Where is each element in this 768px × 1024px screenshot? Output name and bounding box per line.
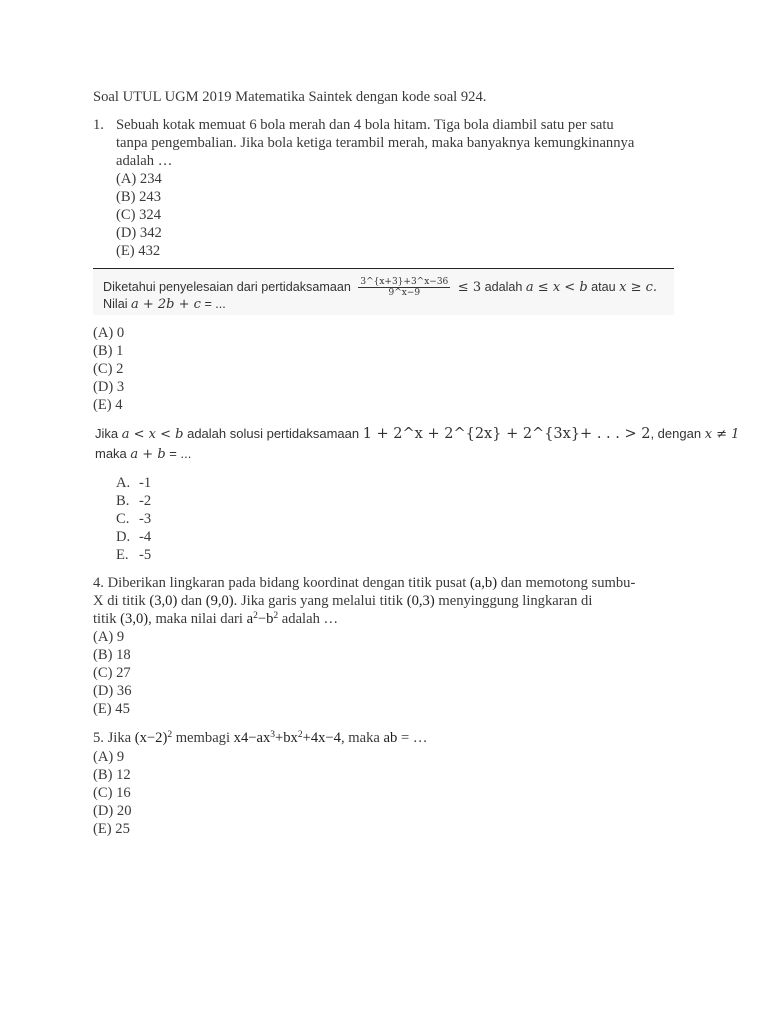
math-inline: a: [246, 611, 254, 627]
math-expression: a ≤ x < b: [525, 279, 588, 295]
option-value: -2: [139, 493, 152, 509]
option-d: [116, 528, 152, 546]
question-text: , dengan: [650, 426, 702, 441]
question-text: = ...: [169, 446, 192, 461]
superscript: 2: [273, 611, 279, 621]
math-expression: x ≥ c.: [619, 279, 658, 295]
option-c: (C) 2: [93, 361, 124, 377]
option-c: (C) 16: [93, 785, 131, 801]
option-a: (A) 9: [93, 629, 125, 645]
option-value: -5: [139, 547, 152, 563]
text-run: adalah …: [278, 611, 339, 627]
option-c: (C) 27: [93, 665, 131, 681]
question-text: = ...: [204, 297, 226, 311]
question-text: Diketahui penyelesaian dari pertidaksamaan: [103, 279, 351, 294]
option-c: [116, 510, 152, 528]
question-2-image: [93, 268, 674, 315]
text-run: , maka nilai dari: [148, 611, 247, 627]
text-run: menyinggung lingkaran di: [434, 593, 593, 609]
text-run: dan memotong sumbu-: [497, 575, 636, 591]
document-title: Soal UTUL UGM 2019 Matematika Saintek dengan kode soal 924.: [93, 89, 487, 105]
text-run: 4. Diberikan lingkaran pada bidang koordinat dengan titik pusat: [93, 575, 470, 591]
math-inline: ab: [383, 730, 398, 746]
math-inline: +bx: [275, 730, 298, 746]
question-text-line: [93, 610, 338, 630]
question-number: 1.: [93, 117, 104, 133]
option-e: (E) 432: [116, 243, 161, 259]
option-a: (A) 0: [93, 325, 125, 341]
option-b: (B) 1: [93, 343, 124, 359]
fraction-numerator: 3^{x+3}+3^x−36: [360, 277, 449, 287]
text-run: . Jika garis yang melalui titik: [233, 593, 407, 609]
text-run: = …: [397, 730, 428, 746]
math-expression: a + 2b + c: [131, 297, 201, 312]
question-3-image: [93, 424, 740, 464]
question-text-line: Sebuah kotak memuat 6 bola merah dan 4 bola hitam. Tiga bola diambil satu per satu: [116, 117, 614, 133]
text-run: dan: [177, 593, 206, 609]
math-expression: a + b: [130, 447, 166, 462]
question-text: maka: [95, 446, 127, 461]
text-run: 5. Jika: [93, 730, 135, 746]
option-e: (E) 4: [93, 397, 123, 413]
math-inline: (9,0): [205, 593, 234, 609]
option-e: (E) 45: [93, 701, 130, 717]
text-run: membagi: [172, 730, 234, 746]
question-text-line: [93, 592, 592, 610]
option-d: (D) 3: [93, 379, 125, 395]
question-text-line: adalah …: [116, 153, 173, 169]
question-text: adalah solusi pertidaksamaan: [187, 426, 360, 441]
option-value: -4: [139, 529, 152, 545]
superscript: 2: [253, 611, 258, 621]
text-run: , maka: [340, 730, 384, 746]
option-letter: B.: [116, 493, 130, 509]
question-text: Jika: [95, 426, 119, 441]
option-d: (D) 20: [93, 803, 132, 819]
question-2-line-1: [103, 277, 657, 298]
question-text-line: [93, 574, 635, 592]
math-expression: a < x < b: [121, 427, 184, 442]
question-text-line: tanpa pengembalian. Jika bola ketiga terambil merah, maka banyaknya kemungkinannya: [116, 135, 635, 151]
option-b: (B) 18: [93, 647, 131, 663]
question-text: Nilai: [103, 297, 128, 311]
math-expression: ≤ 3: [457, 279, 482, 295]
option-a: [116, 474, 152, 492]
question-3-line-1: [95, 426, 739, 442]
math-expression: 1 + 2^x + 2^{2x} + 2^{3x}+ . . . > 2: [362, 426, 651, 442]
math-inline: (x−2): [134, 730, 168, 746]
option-letter: E.: [116, 547, 129, 563]
fraction-denominator: 9^x−9: [388, 288, 421, 298]
option-a: (A) 9: [93, 749, 125, 765]
math-inline: (3,0): [149, 593, 178, 609]
question-text: atau: [591, 279, 616, 294]
option-b: (B) 243: [116, 189, 161, 205]
question-3-line-2: [95, 446, 191, 462]
option-e: [116, 546, 152, 564]
math-inline: (a,b): [469, 575, 498, 591]
option-value: -1: [139, 475, 152, 491]
option-value: -3: [139, 511, 152, 527]
math-inline: (3,0): [120, 611, 149, 627]
question-2-line-2: [103, 297, 226, 312]
option-b: (B) 12: [93, 767, 131, 783]
superscript: 2: [167, 730, 173, 740]
math-inline: (0,3): [406, 593, 435, 609]
option-d: (D) 36: [93, 683, 132, 699]
question-text: adalah: [484, 279, 523, 294]
fraction: [358, 277, 450, 298]
superscript: 3: [270, 730, 276, 740]
option-b: [116, 492, 152, 510]
text-run: X di titik: [93, 593, 150, 609]
option-c: (C) 324: [116, 207, 161, 223]
superscript: 2: [297, 730, 303, 740]
question-text-line: [93, 729, 427, 749]
option-a: (A) 234: [116, 171, 162, 187]
math-inline: −b: [257, 611, 274, 627]
option-e: (E) 25: [93, 821, 130, 837]
option-letter: D.: [116, 529, 131, 545]
option-letter: A.: [116, 475, 131, 491]
math-inline: x4−ax: [233, 730, 271, 746]
option-d: (D) 342: [116, 225, 162, 241]
option-letter: C.: [116, 511, 130, 527]
math-expression: x ≠ 1: [704, 427, 740, 442]
text-run: titik: [93, 611, 121, 627]
math-inline: +4x−4: [302, 730, 341, 746]
